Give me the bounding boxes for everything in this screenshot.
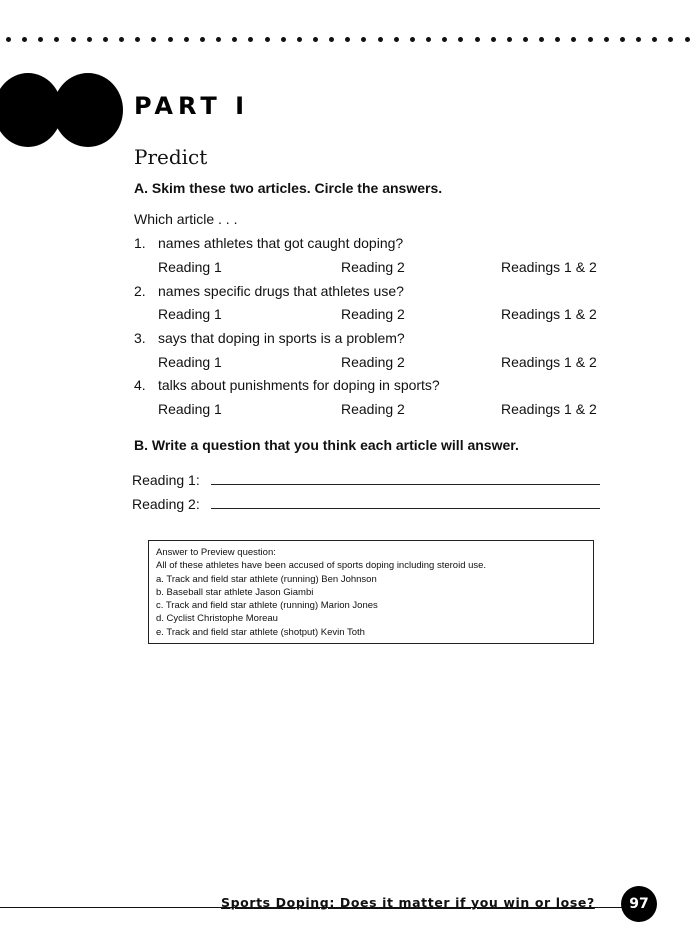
dot (71, 37, 76, 42)
question-text: says that doping in sports is a problem? (158, 330, 405, 346)
dot (539, 37, 544, 42)
dot (668, 37, 673, 42)
dot (135, 37, 140, 42)
answer-item: d. Cyclist Christophe Moreau (156, 613, 278, 625)
dot (329, 37, 334, 42)
dot (216, 37, 221, 42)
dot (87, 37, 92, 42)
option-reading-2[interactable]: Reading 2 (341, 306, 405, 322)
question-number: 2. (134, 283, 146, 299)
dot (38, 37, 43, 42)
option-readings-both[interactable]: Readings 1 & 2 (501, 306, 597, 322)
option-reading-1[interactable]: Reading 1 (158, 354, 222, 370)
option-readings-both[interactable]: Readings 1 & 2 (501, 354, 597, 370)
dot (394, 37, 399, 42)
option-readings-both[interactable]: Readings 1 & 2 (501, 401, 597, 417)
option-reading-1[interactable]: Reading 1 (158, 259, 222, 275)
question-text: names specific drugs that athletes use? (158, 283, 404, 299)
dot (555, 37, 560, 42)
dot (652, 37, 657, 42)
dot (313, 37, 318, 42)
dot (361, 37, 366, 42)
part-title: PART I (134, 92, 250, 120)
answer-box (148, 540, 594, 644)
answer-item: c. Track and field star athlete (running) Marion Jones (156, 600, 378, 612)
dot (297, 37, 302, 42)
answer-box-intro: All of these athletes have been accused of sports doping including steroid use. (156, 560, 487, 572)
dot (54, 37, 59, 42)
dot (200, 37, 205, 42)
dot (458, 37, 463, 42)
question-lead: Which article . . . (134, 211, 238, 227)
question-number: 4. (134, 377, 146, 393)
dot (588, 37, 593, 42)
instruction-a: A. Skim these two articles. Circle the answers. (134, 180, 443, 196)
dot (475, 37, 480, 42)
footer-title: Sports Doping: Does it matter if you win or lose? (221, 895, 595, 910)
dot (151, 37, 156, 42)
dot (248, 37, 253, 42)
dot (491, 37, 496, 42)
option-reading-1[interactable]: Reading 1 (158, 306, 222, 322)
answer-line-reading-2[interactable] (211, 508, 600, 509)
section-title: Predict (134, 145, 208, 169)
field-label-reading-2: Reading 2: (132, 496, 200, 512)
answer-line-reading-1[interactable] (211, 484, 600, 485)
dot (523, 37, 528, 42)
dot (507, 37, 512, 42)
dot (265, 37, 270, 42)
page-number-badge (621, 886, 657, 922)
dot (345, 37, 350, 42)
dot (119, 37, 124, 42)
dot (410, 37, 415, 42)
question-number: 1. (134, 235, 146, 251)
dot (281, 37, 286, 42)
answer-box-heading: Answer to Preview question: (156, 547, 276, 558)
question-number: 3. (134, 330, 146, 346)
dot (168, 37, 173, 42)
dot (620, 37, 625, 42)
dot (6, 37, 11, 42)
question-text: names athletes that got caught doping? (158, 235, 404, 251)
dot (685, 37, 690, 42)
option-reading-2[interactable]: Reading 2 (341, 401, 405, 417)
instruction-b: B. Write a question that you think each article will answer. (134, 437, 519, 453)
answer-item: e. Track and field star athlete (shotput) Kevin Toth (156, 626, 365, 638)
option-reading-2[interactable]: Reading 2 (341, 259, 405, 275)
field-label-reading-1: Reading 1: (132, 472, 200, 488)
page-number: 97 (629, 896, 649, 912)
dot (571, 37, 576, 42)
option-reading-1[interactable]: Reading 1 (158, 401, 222, 417)
dot (604, 37, 609, 42)
dot (184, 37, 189, 42)
decorative-blob-right (53, 73, 123, 147)
answer-item: a. Track and field star athlete (running) Ben Johnson (156, 573, 377, 585)
dot (22, 37, 27, 42)
dot (103, 37, 108, 42)
answer-item: b. Baseball star athlete Jason Giambi (156, 586, 314, 598)
dot (426, 37, 431, 42)
dot (442, 37, 447, 42)
option-reading-2[interactable]: Reading 2 (341, 354, 405, 370)
option-readings-both[interactable]: Readings 1 & 2 (501, 259, 597, 275)
dot (232, 37, 237, 42)
dot (636, 37, 641, 42)
dotted-rule (6, 37, 690, 45)
question-text: talks about punishments for doping in sports? (158, 377, 440, 393)
dot (378, 37, 383, 42)
